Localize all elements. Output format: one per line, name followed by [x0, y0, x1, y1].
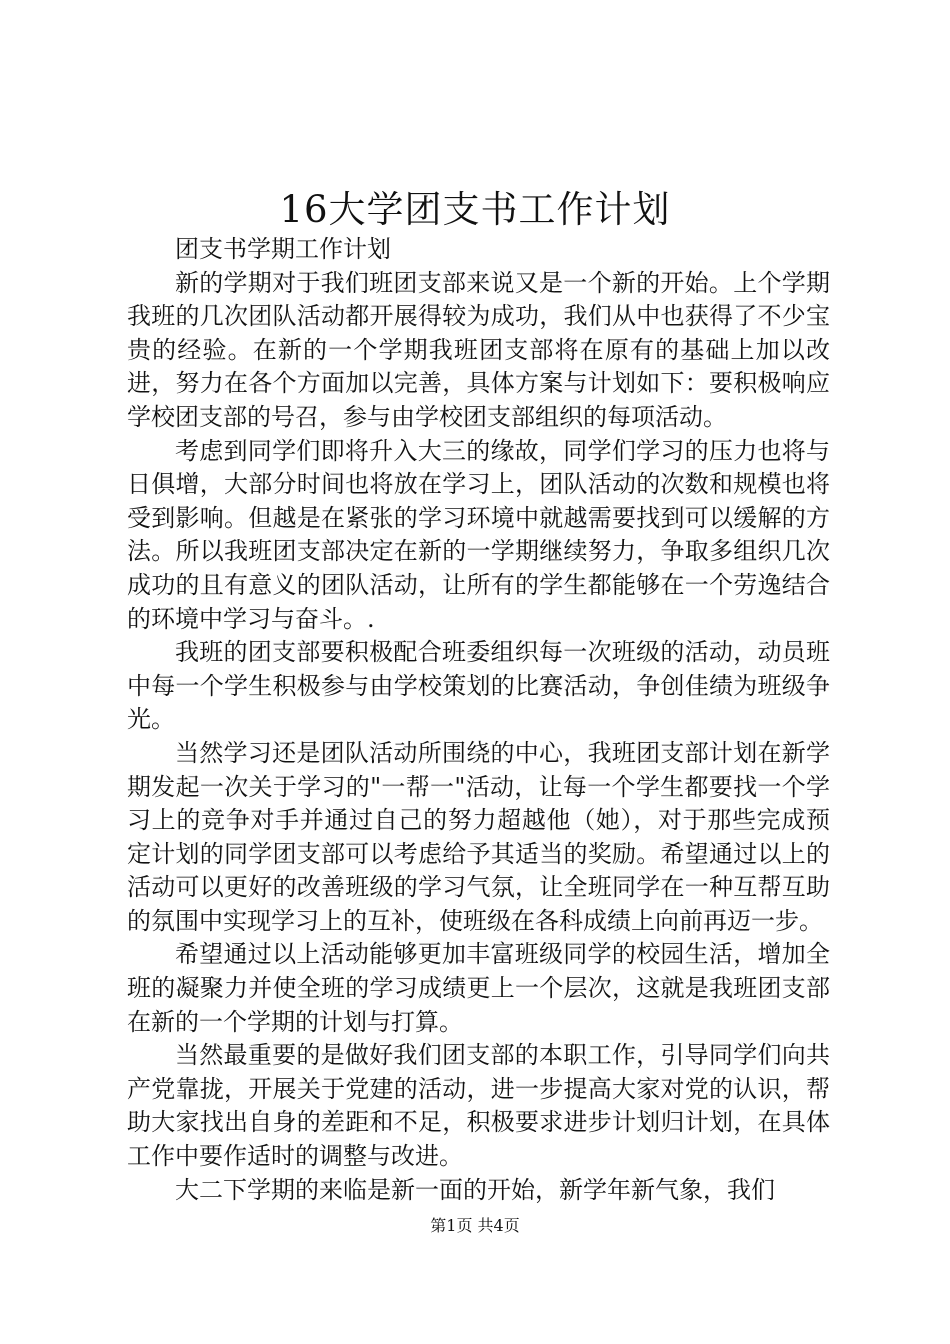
paragraph: 当然学习还是团队活动所围绕的中心，我班团支部计划在新学期发起一次关于学习的"一帮一"活动，让每一个学生都要找一个学习上的竞争对手并通过自己的努力超越他（她），对于那些完成预定计划的同学团支部可以考虑给予其适当的奖励。希望通过以上的活动可以更好的改善班级的学习气氛，让全班同学在一种互帮互助的氛围中实现学习上的互补，使班级在各科成绩上向前再迈一步。	[127, 738, 830, 935]
paragraph: 考虑到同学们即将升入大三的缘故，同学们学习的压力也将与日俱增，大部分时间也将放在学习上，团队活动的次数和规模也将受到影响。但越是在紧张的学习环境中就越需要找到可以缓解的方法。所以我班团支部决定在新的一学期继续努力，争取多组织几次成功的且有意义的团队活动，让所有的学生都能够在一个劳逸结合的环境中学习与奋斗。.	[127, 436, 830, 633]
page-footer: 第1页 共4页	[430, 1216, 520, 1235]
paragraph: 新的学期对于我们班团支部来说又是一个新的开始。上个学期我班的几次团队活动都开展得较为成功，我们从中也获得了不少宝贵的经验。在新的一个学期我班团支部将在原有的基础上加以改进，努力在各个方面加以完善，具体方案与计划如下：要积极响应学校团支部的号召，参与由学校团支部组织的每项活动。	[127, 268, 830, 431]
paragraph-subtitle: 团支书学期工作计划	[175, 235, 391, 263]
paragraph: 大二下学期的来临是新一面的开始，新学年新气象，我们	[175, 1175, 775, 1204]
paragraph: 希望通过以上活动能够更加丰富班级同学的校园生活，增加全班的凝聚力并使全班的学习成绩更上一个层次，这就是我班团支部在新的一个学期的计划与打算。	[127, 940, 830, 1036]
document-title: 16大学团支书工作计划	[279, 188, 671, 231]
paragraph: 当然最重要的是做好我们团支部的本职工作，引导同学们向共产党靠拢，开展关于党建的活动，进一步提高大家对党的认识，帮助大家找出自身的差距和不足，积极要求进步计划归计划，在具体工作中要作适时的调整与改进。	[127, 1041, 830, 1171]
document-body	[127, 233, 830, 1207]
paragraph: 我班的团支部要积极配合班委组织每一次班级的活动，动员班中每一个学生积极参与由学校策划的比赛活动，争创佳绩为班级争光。	[127, 638, 830, 734]
